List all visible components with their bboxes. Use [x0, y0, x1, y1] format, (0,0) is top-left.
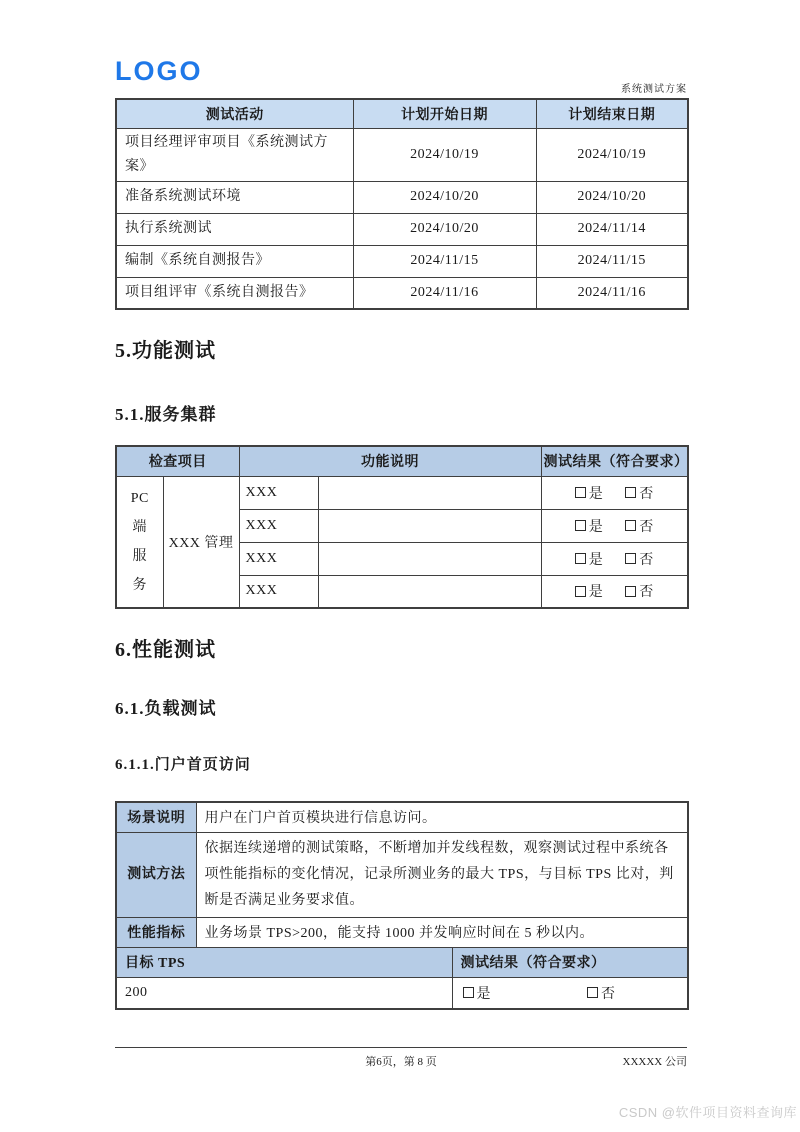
start-date-cell: 2024/10/20 [353, 181, 536, 213]
target-tps-value-cell: 200 [116, 977, 452, 1009]
table-row [116, 917, 688, 947]
table-row [116, 128, 688, 181]
table-row [116, 832, 688, 917]
checkbox-yes-label: 是 [588, 486, 604, 502]
checkbox-yes-label: 是 [588, 552, 604, 568]
column-header-test-result: 测试结果（符合要求） [541, 446, 688, 476]
checkbox-no-icon[interactable] [625, 586, 636, 597]
start-date-cell: 2024/11/15 [353, 245, 536, 277]
scene-text-cell: 用户在门户首页模块进行信息访问。 [196, 802, 688, 832]
description-cell [318, 542, 541, 575]
scene-label-cell: 场景说明 [116, 802, 196, 832]
section-heading-functional-test: 5.功能测试 [115, 340, 216, 362]
column-header-start-date: 计划开始日期 [353, 99, 536, 128]
section-heading-performance-test: 6.性能测试 [115, 639, 216, 661]
checkbox-no-icon[interactable] [587, 987, 598, 998]
item-cell: XXX [239, 509, 318, 542]
table-row [116, 277, 688, 309]
column-header-activity: 测试活动 [116, 99, 353, 128]
document-footer [115, 1047, 687, 1069]
document-header [115, 0, 687, 98]
subsubsection-heading-portal-home-access: 6.1.1.门户首页访问 [115, 757, 251, 773]
table-row [116, 947, 688, 977]
start-date-cell: 2024/10/19 [353, 128, 536, 181]
table-row [116, 245, 688, 277]
service-cluster-table [115, 445, 689, 609]
column-header-function-description: 功能说明 [239, 446, 541, 476]
end-date-cell: 2024/10/20 [536, 181, 688, 213]
service-header-row [116, 446, 688, 476]
checkbox-yes-icon[interactable] [575, 487, 586, 498]
start-date-cell: 2024/10/20 [353, 213, 536, 245]
schedule-header-row [116, 99, 688, 128]
description-cell [318, 509, 541, 542]
description-cell [318, 575, 541, 608]
page-number-label: 第6页，第 8 页 [365, 1056, 437, 1068]
load-test-table [115, 801, 689, 1010]
checkbox-yes-icon[interactable] [463, 987, 474, 998]
end-date-cell: 2024/10/19 [536, 128, 688, 181]
result-cell [541, 575, 688, 608]
checkbox-no-label: 否 [639, 486, 654, 502]
end-date-cell: 2024/11/16 [536, 277, 688, 309]
checkbox-yes-icon[interactable] [575, 586, 586, 597]
result-cell [541, 542, 688, 575]
company-logo: LOGO [115, 56, 203, 86]
checkbox-no-icon[interactable] [625, 553, 636, 564]
table-row [116, 181, 688, 213]
checkbox-no-icon[interactable] [625, 487, 636, 498]
checkbox-no-icon[interactable] [625, 520, 636, 531]
checkbox-no-label: 否 [639, 585, 654, 601]
activity-cell: 项目经理评审项目《系统测试方案》 [116, 128, 353, 181]
document-title-label: 系统测试方案 [621, 84, 687, 95]
metric-label-cell: 性能指标 [116, 917, 196, 947]
table-row [116, 476, 688, 509]
method-text-cell: 依据连续递增的测试策略，不断增加并发线程数，观察测试过程中系统各项性能指标的变化情况，记录所测业务的最大 TPS，与目标 TPS 比对，判断是否满足业务要求值。 [196, 832, 688, 917]
end-date-cell: 2024/11/15 [536, 245, 688, 277]
result-cell [541, 509, 688, 542]
description-cell [318, 476, 541, 509]
activity-cell: 项目组评审《系统自测报告》 [116, 277, 353, 309]
subsection-heading-load-test: 6.1.负载测试 [115, 699, 217, 718]
schedule-table [115, 98, 689, 310]
activity-cell: 执行系统测试 [116, 213, 353, 245]
company-name-label: XXXXX 公司 [622, 1056, 687, 1068]
checkbox-no-label: 否 [601, 986, 616, 1002]
table-row [116, 802, 688, 832]
item-cell: XXX [239, 476, 318, 509]
activity-cell: 准备系统测试环境 [116, 181, 353, 213]
checkbox-yes-label: 是 [476, 986, 491, 1002]
checkbox-yes-icon[interactable] [575, 520, 586, 531]
test-result-header-cell: 测试结果（符合要求） [452, 947, 688, 977]
activity-cell: 编制《系统自测报告》 [116, 245, 353, 277]
subgroup-cell: XXX 管理 [163, 476, 239, 608]
table-row [116, 977, 688, 1009]
checkbox-no-label: 否 [639, 519, 654, 535]
checkbox-no-label: 否 [639, 552, 654, 568]
end-date-cell: 2024/11/14 [536, 213, 688, 245]
result-cell [541, 476, 688, 509]
watermark-label: CSDN @软件项目资料查询库 [618, 1105, 797, 1120]
checkbox-yes-label: 是 [588, 585, 604, 601]
metric-text-cell: 业务场景 TPS>200，能支持 1000 并发响应时间在 5 秒以内。 [196, 917, 688, 947]
start-date-cell: 2024/11/16 [353, 277, 536, 309]
item-cell: XXX [239, 575, 318, 608]
item-cell: XXX [239, 542, 318, 575]
checkbox-yes-icon[interactable] [575, 553, 586, 564]
target-tps-header-cell: 目标 TPS [116, 947, 452, 977]
result-cell [452, 977, 688, 1009]
table-row [116, 213, 688, 245]
column-header-end-date: 计划结束日期 [536, 99, 688, 128]
checkbox-yes-label: 是 [588, 519, 604, 535]
subsection-heading-service-cluster: 5.1.服务集群 [115, 405, 217, 424]
group-cell: PC端服务 [116, 476, 163, 608]
method-label-cell: 测试方法 [116, 832, 196, 917]
column-header-check-item: 检查项目 [116, 446, 239, 476]
